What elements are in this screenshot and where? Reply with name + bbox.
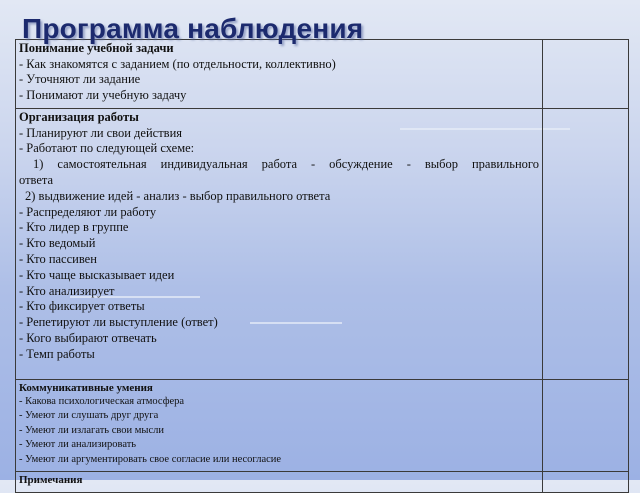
section-title: Понимание учебной задачи xyxy=(19,41,174,55)
list-item: ответа xyxy=(19,172,54,187)
list-item: - Репетируют ли выступление (ответ) xyxy=(19,315,218,330)
section-communication-cell xyxy=(16,379,543,471)
table-row xyxy=(16,472,629,493)
section-title: Примечания xyxy=(19,474,83,487)
observation-table xyxy=(15,39,629,493)
section-understanding-cell xyxy=(16,40,543,109)
list-item: 2) выдвижение идей - анализ - выбор правильного ответа xyxy=(25,188,331,203)
list-item: - Кто пассивен xyxy=(19,251,97,266)
mark-cell xyxy=(543,40,629,109)
list-item: - Кто фиксирует ответы xyxy=(19,299,145,314)
list-item: - Умеют ли анализировать xyxy=(19,439,137,451)
list-item: - Кто чаще высказывает идеи xyxy=(19,267,175,282)
list-item: - Кто ведомый xyxy=(19,236,96,251)
list-item: - Умеют ли излагать свои мысли xyxy=(19,424,164,436)
list-item: - Умеют ли слушать друг друга xyxy=(19,410,159,422)
section-organization-cell xyxy=(16,108,543,379)
list-item: - Понимают ли учебную задачу xyxy=(19,88,187,103)
list-item: - Умеют ли аргументировать свое согласие или несогласие xyxy=(19,453,282,465)
list-item: - Работают по следующей схеме: xyxy=(19,141,195,156)
mark-cell xyxy=(543,108,629,379)
list-item: - Как знакомятся с заданием (по отдельности, коллективно) xyxy=(19,56,336,71)
list-item: - Кто анализирует xyxy=(19,283,115,298)
section-notes-cell xyxy=(16,472,543,493)
table-row xyxy=(16,108,629,379)
mark-cell xyxy=(543,472,629,493)
list-item: - Темп работы xyxy=(19,346,95,361)
list-item: - Распределяют ли работу xyxy=(19,204,157,219)
list-item: - Кого выбирают отвечать xyxy=(19,330,157,345)
slide-title: Программа наблюдения xyxy=(22,13,364,44)
list-item: - Уточняют ли задание xyxy=(19,72,141,87)
table-row xyxy=(16,40,629,109)
table-row xyxy=(16,379,629,471)
list-item: - Какова психологическая атмосфера xyxy=(19,395,185,407)
list-item: 1) самостоятельная индивидуальная работа - обсуждение - выбор правильного xyxy=(33,157,539,172)
section-title: Коммуникативные умения xyxy=(19,381,153,394)
list-item: - Планируют ли свои действия xyxy=(19,125,183,140)
section-title: Организация работы xyxy=(19,109,139,124)
list-item: - Кто лидер в группе xyxy=(19,220,129,235)
mark-cell xyxy=(543,379,629,471)
